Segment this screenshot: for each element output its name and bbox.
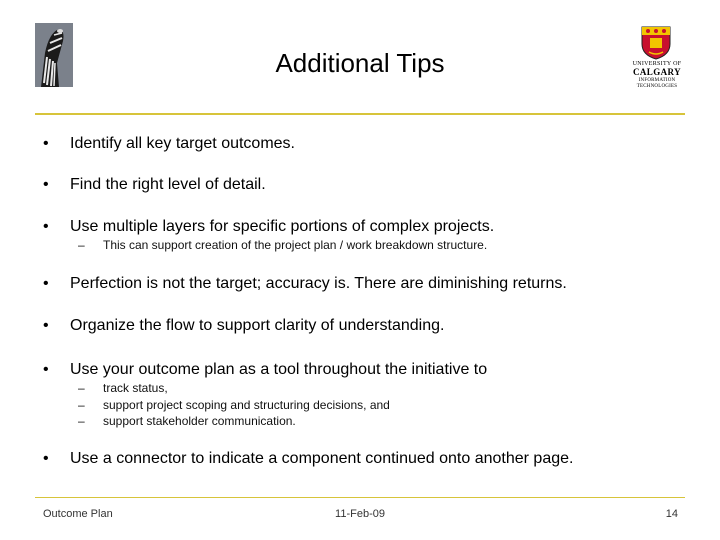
bullet-text: Organize the flow to support clarity of understanding.	[70, 317, 445, 334]
footer-date: 11-Feb-09	[335, 508, 385, 520]
sub-bullet-text: support stakeholder communication.	[103, 414, 296, 428]
logo-text-technologies: TECHNOLOGIES	[636, 84, 678, 89]
sub-bullet-marker: –	[78, 381, 85, 395]
bullet-text: Perfection is not the target; accuracy is. There are diminishing returns.	[70, 275, 567, 292]
bullet-marker: •	[43, 317, 49, 334]
sub-bullet-text: This can support creation of the project plan / work breakdown structure.	[103, 238, 488, 252]
sub-bullet-marker: –	[78, 398, 85, 412]
bullet-marker: •	[43, 135, 49, 152]
bullet-text: Use a connector to indicate a component continued onto another page.	[70, 450, 574, 467]
bullet-marker: •	[43, 450, 49, 467]
sub-bullet-text: support project scoping and structuring decisions, and	[103, 398, 390, 412]
bullet-marker: •	[43, 361, 49, 378]
page-number: 14	[665, 508, 678, 520]
university-logo	[632, 26, 682, 92]
bullet-text: Use your outcome plan as a tool throughout the initiative to	[70, 361, 488, 378]
sub-bullet-text: track status,	[103, 381, 168, 395]
logo-text-information: INFORMATION	[638, 78, 676, 83]
bullet-text: Use multiple layers for specific portions of complex projects.	[70, 218, 495, 235]
bullet-text: Find the right level of detail.	[70, 176, 266, 193]
bullet-marker: •	[43, 176, 49, 193]
shield-icon	[641, 26, 671, 60]
sub-bullet-marker: –	[78, 414, 85, 428]
sub-bullet-marker: –	[78, 238, 85, 252]
logo-text-calgary: CALGARY	[633, 67, 681, 77]
slide-title: Additional Tips	[275, 48, 445, 78]
bullet-marker: •	[43, 275, 49, 292]
bullet-text: Identify all key target outcomes.	[70, 135, 295, 152]
logo-text-university: UNIVERSITY OF	[632, 61, 682, 67]
footer-divider	[35, 497, 685, 498]
footer-title: Outcome Plan	[43, 508, 113, 520]
header-divider	[35, 113, 685, 115]
bullet-marker: •	[43, 218, 49, 235]
